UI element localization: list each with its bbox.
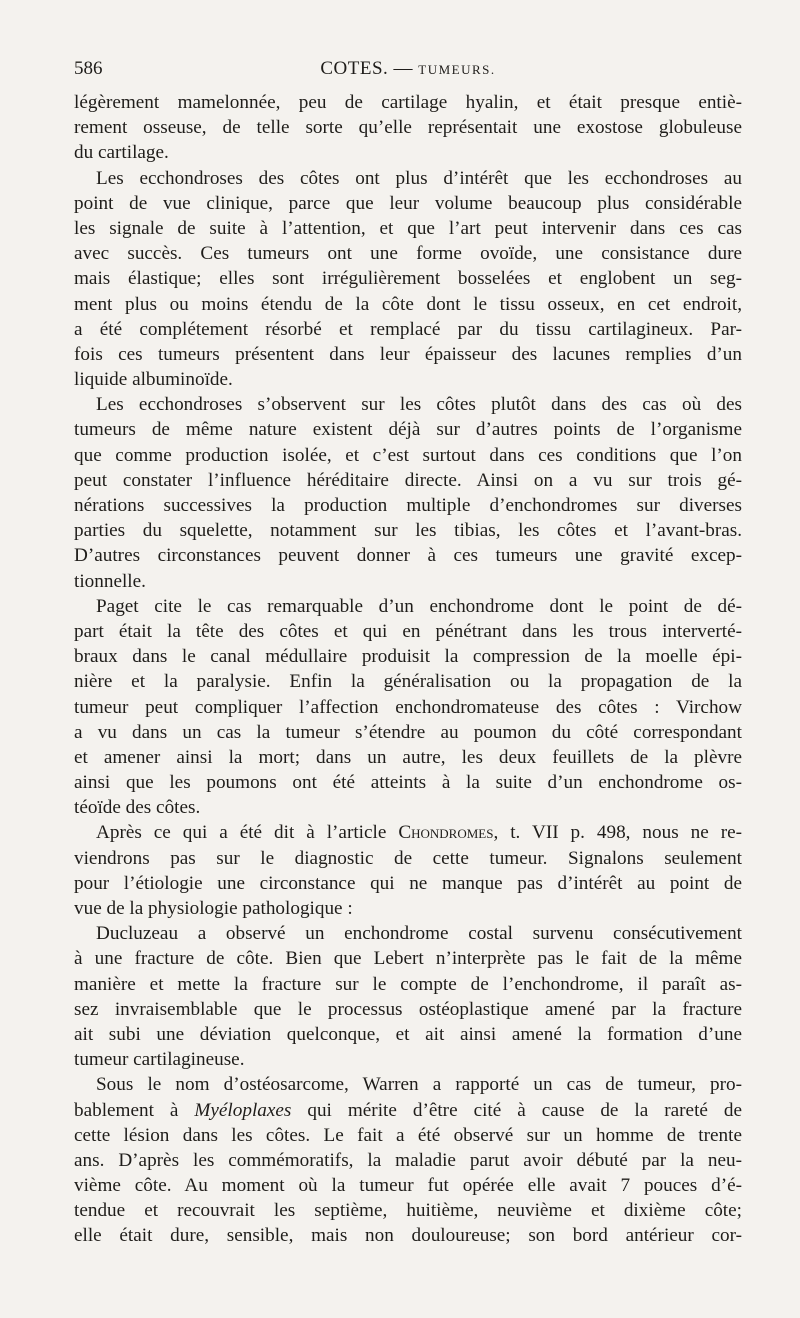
text-line: a vu dans un cas la tumeur s’étendre au poumon du côté correspondant xyxy=(74,721,742,743)
text-line: manière et mette la fracture sur le compte de l’enchondrome, il paraît as- xyxy=(74,973,742,995)
text-line: légèrement mamelonnée, peu de cartilage hyalin, et était presque entiè- xyxy=(74,92,742,113)
text-line: Sous le nom d’ostéosarcome, Warren a rapporté un cas de tumeur, pro- xyxy=(96,1074,742,1096)
text-line: braux dans le canal médullaire produisit la compression de la moelle épi- xyxy=(74,646,742,668)
text-line: Les ecchondroses s’observent sur les côtes plutôt dans des cas où des xyxy=(96,394,742,416)
text-line: Ducluzeau a observé un enchondrome costal survenu consécutivement xyxy=(96,923,742,945)
text-line xyxy=(74,820,742,845)
text-line: que comme production isolée, et c’est surtout dans ces conditions que l’on xyxy=(74,444,742,466)
line-segment: bablement à xyxy=(74,1099,195,1121)
line-segment: , t. VII p. 498, nous ne re- xyxy=(493,822,742,844)
text-line: cette lésion dans les côtes. Le fait a été observé sur un homme de trente xyxy=(74,1124,742,1146)
text-line: tionnelle. xyxy=(74,570,146,592)
text-line xyxy=(74,1098,742,1123)
text-line: mais élastique; elles sont irrégulièrement bosselées et englobent un seg- xyxy=(74,268,742,290)
text-line: D’autres circonstances peuvent donner à ces tumeurs une gravité excep- xyxy=(74,545,742,567)
body-text xyxy=(74,90,742,1249)
text-line: du cartilage. xyxy=(74,142,169,164)
text-line: a été complétement résorbé et remplacé par du tissu cartilagineux. Par- xyxy=(74,318,742,340)
text-line: ainsi que les poumons ont été atteints à la suite d’un enchondrome os- xyxy=(74,772,742,794)
text-line: tumeur peut compliquer l’affection enchondromateuse des côtes : Virchow xyxy=(74,696,742,718)
text-line: et amener ainsi la mort; dans un autre, les deux feuillets de la plèvre xyxy=(74,746,742,768)
text-line: part était la tête des côtes et qui en pénétrant dans les trous interverté- xyxy=(74,620,742,642)
text-line: vième côte. Au moment où la tumeur fut opérée elle avait 7 pouces d’é- xyxy=(74,1175,742,1197)
line-segment: Après ce qui a été dit à l’article xyxy=(96,822,399,844)
section-subtitle: TUMEURS. xyxy=(418,62,496,77)
text-line: tumeurs de même nature existent déjà sur d’autres points de l’organisme xyxy=(74,419,742,441)
text-line: nérations successives la production multiple d’enchondromes sur diverses xyxy=(74,495,742,516)
text-line: parties du squelette, notamment sur les tibias, les côtes et l’avant-bras. xyxy=(74,520,742,542)
text-line: point de vue clinique, parce que leur volume beaucoup plus considérable xyxy=(74,192,742,214)
text-line: à une fracture de côte. Bien que Lebert n’interprète pas le fait de la même xyxy=(74,948,742,970)
text-line: ment plus ou moins étendu de la côte dont le tissu osseux, en cet endroit, xyxy=(74,293,742,315)
text-line: rement osseuse, de telle sorte qu’elle représentait une exostose globuleuse xyxy=(74,117,742,139)
text-line: vue de la physiologie pathologique : xyxy=(74,898,353,919)
text-line: Paget cite le cas remarquable d’un enchondrome dont le point de dé- xyxy=(96,595,742,617)
article-reference: Chondromes xyxy=(398,822,494,844)
text-line: viendrons pas sur le diagnostic de cette tumeur. Signalons seulement xyxy=(74,847,742,869)
line-segment: qui mérite d’être cité à cause de la rareté de xyxy=(291,1099,743,1121)
text-line: ait subi une déviation quelconque, et ait ainsi amené la formation d’une xyxy=(74,1023,742,1045)
page-number: 586 xyxy=(74,58,103,79)
text-line: les signale de suite à l’attention, et que l’art peut intervenir dans ces cas xyxy=(74,217,742,239)
text-line: Les ecchondroses des côtes ont plus d’intérêt que les ecchondroses au xyxy=(96,167,742,189)
running-title xyxy=(74,58,742,80)
text-line: nière et la paralysie. Enfin la généralisation ou la propagation de la xyxy=(74,671,742,693)
title-separator: — xyxy=(393,58,414,79)
text-line: liquide albuminoïde. xyxy=(74,369,233,391)
text-line: tendue et recouvrait les septième, huitième, neuvième et dixième côte; xyxy=(74,1200,742,1222)
text-line: téoïde des côtes. xyxy=(74,797,201,819)
running-header xyxy=(74,58,742,86)
text-line: pour l’étiologie une circonstance qui ne manque pas d’intérêt au point de xyxy=(74,872,742,894)
text-line: avec succès. Ces tumeurs ont une forme ovoïde, une consistance dure xyxy=(74,243,742,265)
chapter-title: COTES. xyxy=(320,58,389,79)
text-line: sez invraisemblable que le processus ostéoplastique amené par la fracture xyxy=(74,998,742,1020)
text-line: peut constater l’influence héréditaire directe. Ainsi on a vu sur trois gé- xyxy=(74,469,742,491)
text-line: ans. D’après les commémoratifs, la maladie parut avoir débuté par la neu- xyxy=(74,1149,742,1171)
text-line: elle était dure, sensible, mais non douloureuse; son bord antérieur cor- xyxy=(74,1225,742,1247)
italic-term: Myéloplaxes xyxy=(194,1099,292,1121)
text-line: tumeur cartilagineuse. xyxy=(74,1049,245,1071)
text-line: fois ces tumeurs présentent dans leur épaisseur des lacunes remplies d’un xyxy=(74,343,742,365)
